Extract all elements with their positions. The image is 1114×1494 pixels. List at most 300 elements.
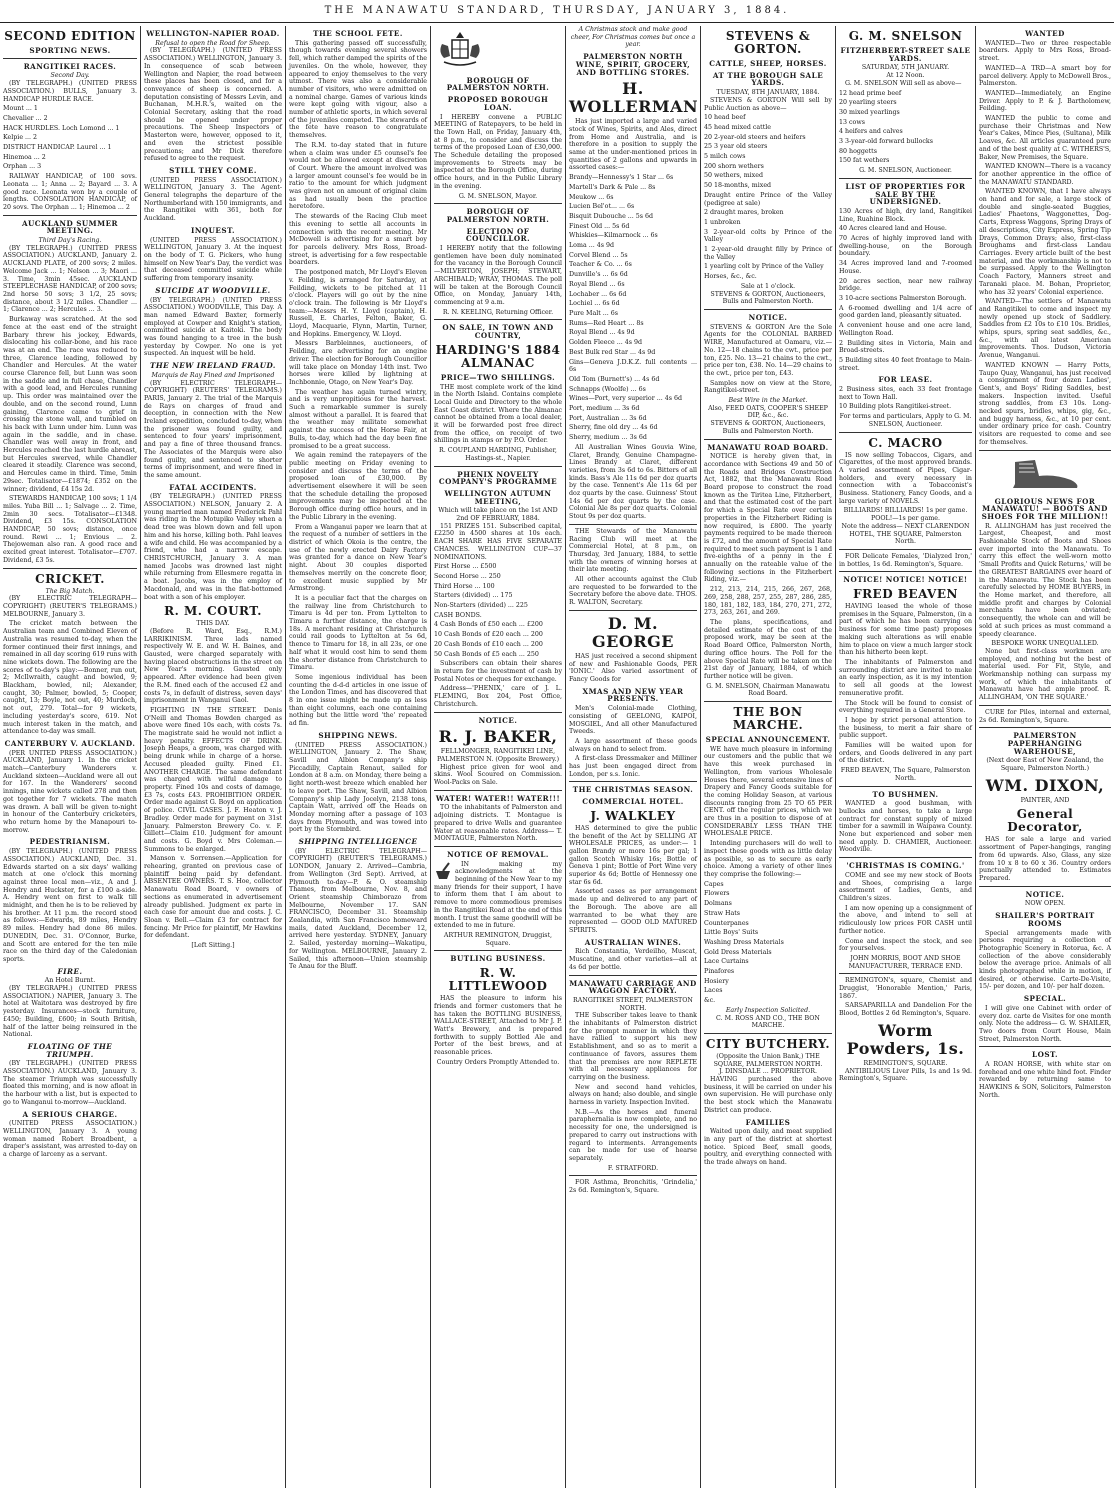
goods-item: Straw Hats (704, 909, 741, 917)
local-item-8: It is a peculiar fact that the charges on the railway line from Christchurch to Timaru is 4d per ton. From Lyttelton to Timaru a further distance, the charge is 18s. A merchant residing at Christchurch could rail goods to Lyttelton at 5s 6d, thence to Timaru for 18, in all 23s, or one half what it would cost him to send them the shorter distance from Christchurch to Timaru. (289, 594, 427, 672)
barbed-wire-notice: STEVENS & GORTON Are the Sole Agents for the COLONIAL BARBED WIRE, Manufactured at Oamaru, viz.— No. 12—18 chains to the cwt., price per ton, £25. No. 13—21 chains to the cwt., price per ton, £38. No. 14—29 chains to the cwt., price per ton, £43. (704, 323, 832, 377)
families-notice: Waited upon daily, and meat supplied in any part of the district at shortest notice. Spiced Beef, small goods, poultry, and everything connected with the trade always on hand. (704, 1128, 832, 1167)
canterbury-report: (PER UNITED PRESS ASSOCIATION.) AUCKLAND, January 1. In the cricket match—Canterbury Wanderers v. Auckland sixteen—Auckland were all out for 167. In the Wanderers' second innings, nine wickets called 278 and then got together for 7 wickets. The match was drawn. A ball will be given to-night in honour of the Canterbury cricketers, who return home by the Manapouri to-morrow. (3, 749, 137, 834)
price-row: Corvel Blend ... 5s (569, 251, 628, 259)
triumph-report: (BY TELEGRAPH.) (UNITED PRESS ASSOCIATION.) AUCKLAND, January 3. The steamer Triumph was successfully floated this morning, and is now afloat in the harbour with a list, but is expected to go to Wanganui to-morrow—Auckland. (3, 1060, 137, 1106)
column-8 (975, 26, 1114, 1488)
prize-row: Second Horse ... 250 (434, 572, 501, 580)
dixon-painter: PAINTER, AND (1020, 796, 1070, 804)
second-edition-title: SECOND EDITION (4, 29, 136, 43)
removal-notice: IN making my acknowledgments at the beginning of the New Year to my many friends for their support, I have to inform them that I am about to remove to more commodious premises in the Rangitikei Road at the end of this month. I trust the same goodwill will be extended to me in future. (434, 860, 562, 930)
carriage-funeral: N.B.—As the horses and funeral paraphernalia is now complete, and no necessity for one, the undersigned is prepared to carry out instructions with regard to interments. Arrangements can be made for use of hearse separately. (569, 1108, 697, 1162)
price-row: Brandy—Hennessy's 1 Star ... 6s (569, 174, 674, 182)
goods-item: &c. (704, 997, 716, 1005)
suicide-heading: SUICIDE AT WOODVILLE. (155, 285, 271, 295)
borough-loan-notice: I HEREBY convene a PUBLIC MEETING of Ratepayers, to be held in the Town Hall, on Friday, January 4th, at 8 p.m., to consider and discuss the terms of the proposed Loan of £30,000. The Schedule detailing the proposed improvements to Streets may be inspected at the Borough Office, during office hours, and in the Public Library in the evening. (434, 113, 562, 190)
price-row: Finest Old ... 5s 6d (569, 222, 630, 230)
court-report-1: (Before R. Ward, Esq., R.M.) LARRIKINISM. Three lads named respectively W. E. and W. H. Baines, and Gausted, were charged separately with having placed obstructions in the street on New Year's morning. Gausted only appeared. After evidence had been given the R.M. fined each of the accused £2 and costs 7s, in default of distress, seven days' imprisonment in Wanganui Gaol. (144, 627, 282, 705)
steeplechase-report: Burkaway was scratched. At the sod fence at the east end of the straight Barbary threw his jockey, Edwards, dislocating his collar-bone, and his race was at an end. The race was reduced to three, Clarence leading, followed by Chandler and Hercules. At the water course Clarence fell, but Lunn was soon in the saddle and in full chase, Chandler with a good lead, and Hercules running up. This order was maintained over the double, and on the second round, Lunn gaining, Clarence came to grief in crossing the stone wall, and tumbled on his back with Lunn under him. Lunn was again in the saddle, and in chase. Chandler was well away in front, and Hercules reached the last hurdle abreast, but Hercules swerved, while Chandler cleared it steadily. Clarence was second, and Hercules came in third. Time, 5min 29sec. Totalisator—£1874; £352 on the winner; dividend, £4 15s 2d. (3, 316, 137, 493)
almanac-price: PRICE—TWO SHILLINGS. (440, 372, 556, 382)
stock-item: 50 wethers, mixed (704, 172, 763, 180)
road-board-notice: NOTICE is hereby given that, in accordance with Sections 49 and 50 of the Roads and Bridges Construction Act, 1882, that the Manawatu Road Board propose to construct the road known as the Tiritea Line, Fitzherbert, and that the estimated cost of the part for which a Special Rate over certain properties in the Fitzherbert Riding is now required, is £800. The yearly payments required to be made thereon is £72, and the amount of Special Rate required to meet such payment is 1 and five-eighths of a penny in the £ annually on the rateable value of the following sections in the Fitzherbert Riding, viz.— (704, 453, 832, 584)
stock-item: 80 hoggetts (839, 147, 877, 155)
race-result: Hinemoa ... 2 (3, 153, 46, 161)
wine-stores-heading: PALMERSTON NORTH WINE, SPIRIT, GROCERY, AND BOTTLING STORES. (575, 52, 691, 77)
column-3 (285, 26, 430, 1488)
lost-heading: LOST. (1032, 1050, 1058, 1060)
wollerman-name: H. WOLLERMAN (569, 79, 699, 117)
stock-item: 50 18-months, mixed (704, 182, 772, 190)
notice-heading-3: NOTICE. (1025, 889, 1065, 899)
remington-signature: ARTHUR REMINGTON, Druggist, Square. (443, 931, 553, 947)
stock-item: Draught entire Prince of the Valley (pedigree at sale) (704, 191, 832, 207)
ross-signature: C. M. ROSS AND CO., THE BON MARCHE. (716, 1014, 820, 1030)
fatal-accidents-report: (BY TELEGRAPH.) (UNITED PRESS ASSOCIATION.) NELSON, January 2. A young married man named Frederick Pahl was riding in the Motupiko Valley when a dead tree was blown down and fell upon him and his horse, killing both. Pahl leaves a wife and child. He was accompanied by a friend, who had a narrow escape. CHRISTCHURCH, January 3. A man named Jacobs was drowned last night while returning from Ellesmere regatta in a boat. Jacobs, was in the employ of Macdonald, and was in the flat-bottomed boat with a son of his employer. (144, 493, 282, 601)
billiards: BILLIARDS! BILLIARDS! 1s per game. (843, 507, 968, 515)
telegraph-note: (BY TELEGRAPH.) (UNITED PRESS ASSOCIATION.) BULLS, January 3. HANDICAP HURDLE RACE. (3, 80, 137, 103)
borough-heading: BOROUGH OF PALMERSTON NORTH. (446, 75, 550, 93)
goods-item: Dolmans (704, 900, 732, 908)
stock-item: 200 shorn wethers (704, 162, 764, 170)
families-heading: FAMILIES (745, 1117, 791, 1127)
bottling-notice: HAS the pleasure to inform his friends and former customers that he has taken the BOTTLING BUSINESS, WALLACE-STREET, Attached to Mr J. P. Watt's Brewery, and is prepared forthwith to supply Bottled Ale and Porter of the best brews, and at reasonable prices. (434, 995, 562, 1057)
commercial-hotel: COMMERCIAL HOTEL. (582, 797, 684, 807)
new-ireland-sub: Marquis de Ray Fined and Imprisoned (151, 371, 275, 379)
borough-heading-2: BOROUGH OF PALMERSTON NORTH. (446, 207, 550, 224)
carriage-notice: THE Subscriber takes leave to thank the inhabitants of Palmerston district for the prompt manner in which they have rallied to support his new Establishment, and so as to merit a continuance of favors, assures them that the premises are now REPLETE with all necessary appliances for carrying on the business. (569, 1012, 697, 1081)
allingham-notice: R. ALLINGHAM has just received the Largest, Cheapest, and most Fashionable Stock of Boots and Shoes ever imported into the Manawatu. To carry this effect the well-worn motto 'Small Profits and Quick Returns,' will be the GREATEST BARGAINS ever heard of in the Manawatu. The Stock has been carefully selected by HOME BUYERS, in the Home market, and therefore, all middle profit and charges by Colonial merchants have been obviated; consequently, the whole can and will be sold at such prices as must command a speedy clearance. (979, 522, 1111, 638)
bon-marche-notice: WE have much pleasure in informing our customers and the public that we have this week purchased in Wellington, from various Wholesale Houses there, several extensive lines of Drapery and Fancy Goods suitable for the coming Holiday Season, at various discounts ranging from 25 TO 65 PER CENT. off the regular prices, which we are thus in a position to dispose of at CONSIDERABLY LESS THAN THE WHOLESALE PRICE. (704, 745, 832, 838)
property-item: 5 Building sites 40 feet frontage to Main-street. (839, 356, 972, 372)
local-item-6: We again remind the ratepayers of the public meeting on Friday evening to consider and discuss the terms of the proposed loan of £30,000. By advertisement elsewhere it will be seen that the schedule detailing the proposed improvements may be inspected at the Borough office during office hours, and in the Public Library in the evening. (289, 452, 427, 521)
xmas-presents: XMAS AND NEW YEAR PRESENTS. (582, 686, 684, 704)
glorious-news-heading: GLORIOUS NEWS FOR MANAWATU! — BOOTS AND SHOES FOR THE MILLION!! (981, 496, 1109, 521)
shailer-notice: Special arrangements made with persons requiring a collection of Photographic Scenery in Rotorua, &c. A collection of the above considerably below the average price. Animals of all kinds photographed while in motion, if desired, or otherwise. Carte-De-Visite, 15/- per dozen, and 10/- per half dozen. (979, 929, 1111, 991)
beaven-notice-4: I hope by strict personal attention to the business, to merit a fair share of public support. (839, 716, 972, 740)
almanac-publisher: R. COUPLAND HARDING, Publisher, Hastings-st., Napier. (439, 447, 557, 462)
beaven-notice-1: HAVING leased the whole of those premises in the Square, Palmerston, (in a part of which he has been carrying on business for some time past) proposes making such alterations as will enable him to place on view a much larger stock than his hitherto been kept. (839, 603, 972, 657)
george-clothing: Men's Colonial-made Clothing, consisting of GEELONG, KAIPOI, MOSGIEL, And all other Manufactured Tweeds. (569, 705, 697, 736)
railway-handicap: RAILWAY HANDICAP, of 100 sovs. Leonata ... 1; Anna ... 2; Bayard ... 3. A good race. Leonata won by a couple of lengths. CONSOLATION HANDICAP, of 20 sovs. The Orphan ... 1; Hinemoa ... 2 (3, 173, 137, 211)
sporting-news-heading: SPORTING NEWS. (29, 46, 111, 55)
rm-court-heading: R. M. COURT. (164, 604, 262, 619)
stewards-notice: THE Stewards of the Manawatu Racing Club will meet at the Commercial Hotel, at 8 p.m., on Thursday, 3rd January, 1884, to settle with the owners of winning horses at their late meeting. (569, 527, 697, 574)
stock-item: Horses, &c., &c. (704, 273, 757, 281)
price-row: Rums—Red Heart ... 8s (569, 319, 644, 327)
lease-item: 10 Building plots Rangitikei-street. (839, 403, 952, 411)
stock-item: 150 fat wethers (839, 157, 890, 165)
prize-row: CASH BONDS. (434, 611, 482, 619)
race-result: Kelpie ... 2 (3, 134, 38, 142)
road-board-heading: MANAWATU ROAD BOARD. (707, 442, 829, 452)
price-row: Lucien Bel'ot... ... 6s (569, 203, 635, 211)
removal-heading: NOTICE OF REMOVAL. (447, 849, 549, 859)
general-decorator: General Decorator, (1007, 807, 1083, 835)
fire-report: (BY TELEGRAPH.) (UNITED PRESS ASSOCIATION.) NAPIER, January 3. The hotel at Waitotara was destroyed by fire yesterday. Insurances—stock furniture, £450; Building, £600; in South British, half of the latter being reinsured in the National. (3, 985, 137, 1039)
notice-notice-heading: NOTICE! NOTICE! NOTICE! (843, 575, 968, 585)
stock-item: 4 heifers and calves (839, 128, 903, 136)
notice-heading: NOTICE. (478, 715, 518, 725)
still-they-come-heading: STILL THEY COME. (169, 165, 257, 175)
bushmen-notice: WANTED a good bushman, with bullocks and horses, to take a large contract for constant supply of mixed timber for a sawmill in Waipawa County. None but experienced and sober men need apply. D. CHAMIER, Auctioneer. Woodville. (839, 800, 972, 854)
election-notice: I HEREBY notify that the following gentlemen have been duly nominated for the vacancy in the Borough Council—MILVERTON, JOSEPH; STEWART, ARCHIBALD; WRAY, THOMAS. The poll will be taken at the Borough Council Office, on Monday, January 14th, commencing at 9 a.m. (434, 245, 562, 306)
phenix-details: 151 PRIZES 151. Subscribed capital, £2250 in 4500 shares at 10s each. EACH SHARE HAS FIVE SEPARATE CHANCES. WELLINGTON CUP—37 NOMINATIONS. (434, 522, 562, 561)
walkley-notice: HAS determined to give the public the benefit of the Act by SELLING AT WHOLESALE PRICES, as under:— 1 gallon Brandy or more 16s per gal; 1 gallon Scotch Whisky 16s; Bottle of Geneva 1 pint; Bottle of Port Wine very superior 4s 6d; Bottle of Hennessy one star 6s 6d. (569, 824, 697, 886)
prize-row: Starters (divided) ... 175 (434, 592, 513, 600)
wellington-napier-sub: Refusal to open the Road for Sheep. (155, 39, 271, 47)
stock-item: 1 unbroken (704, 218, 741, 226)
samples-notice: Samples now on view at the Store, Rangitikei-street. (704, 379, 832, 395)
almanac-description: THE most complete work of the kind in the North Island. Contains complete Local Guide and Directory to the whole East Coast district. Where the Almanac cannot be obtained from a local dealer, it will be forwarded post free direct from the office, on receipt of two shillings in stamps or by P.O. Order. (434, 383, 562, 445)
littlewood-name: R. W. LITTLEWOOD (448, 966, 548, 994)
royal-crest-icon (434, 28, 486, 68)
property-item: 3 10-acre sections Palmerston Borough. (839, 294, 967, 302)
road-board-sections: 212, 213, 214, 215, 266, 267, 268, 269, 258, 288, 257, 255, 287, 286, 285, 180, 181, 182, 183, 184, 270, 271, 272, 273, 263, 261, and 269. (704, 586, 832, 617)
price-row: Teacher & Co. ... 6s (569, 261, 632, 269)
cricket-report: The cricket match between the Australian team and Combined Eleven of Australia was resumed to-day, when the former continued their first innings, and remained in all day scoring 619 runs with nine wickets down. The following are the scores of to-day's play:—Bonner, run out, 2; McIlwraith, caught and bowled, 9; Blackham, bowled, nil; Alexander, caught, 30; Palmer, bowled, 5; Cooper, caught, 13; Boyle, not out, 40; Murdoch, not out, 279. Total—for 9 wickets, including yesterday's score, 619. Not much interest taken in the match, and attendance to-day was small. (3, 620, 137, 736)
big-match: The Big Match. (45, 587, 95, 595)
snelson-sale-date: SATURDAY, 5TH JANUARY. (861, 64, 950, 72)
sale-date: TUESDAY, 8TH JANUARY, 1884. (716, 89, 820, 97)
for-lease: FOR LEASE. (878, 375, 933, 385)
price-row: Loma ... 4s 9d (569, 242, 614, 250)
morris-notice-3: Come and inspect the stock, and see for yourselves. (839, 937, 972, 953)
race-result: Orphan ... 3 (3, 163, 42, 171)
george-dressmaker: A first-class Dressmaker and Milliner has just been engaged direct from London, per s.s. Ionic. (569, 755, 697, 778)
suicide-report: (BY TELEGRAPH.) (UNITED PRESS ASSOCIATION.) WOODVILLE, This Day. A man named Edward Baxter, formerly employed at Cowper and Knight's station, committed suicide at Kaitoki. The body was found hanging to a tree in the bush yesterday by Cowper. No one is yet suspected. An inquest will be held. (144, 296, 282, 358)
column-7 (835, 26, 975, 1488)
stevens-gorton-heading: STEVENS & GORTON. (725, 29, 811, 56)
goods-item: Little Boys' Suits (704, 929, 759, 937)
worm-powders: Worm Powders, 1s. (846, 1020, 965, 1058)
butchery-notice: HAVING purchased the above business, it will be carried on under his own supervision. He will purchase only the best stock which the Manawatu District can produce. (704, 1076, 832, 1114)
mortar-and-pestle-icon (434, 861, 452, 881)
stock-item: 12 head prime beef (839, 89, 902, 97)
delicate-females-ad: FOR Delicate Females, 'Dialyzed Iron,' in bottles, 1s 6d. Remington's, Square. (839, 552, 972, 568)
carriage-address: RANGITIKEI STREET, PALMERSTON NORTH. (573, 996, 693, 1012)
lost-notice: A ROAN HORSE, with white star on forehead and one white hind foot. Finder rewarded by returning same to HAWKINS & SON, Solicitors, Palmerston North. (979, 1061, 1111, 1099)
morris-signature: JOHN MORRIS, BOOT AND SHOE MANUFACTURER, TERRACE END. (848, 954, 963, 970)
goods-item: Flowers (704, 890, 730, 898)
city-butchery-heading: CITY BUTCHERY. (705, 1036, 831, 1051)
new-ireland-heading: THE NEW IRELAND FRAUD. (150, 361, 276, 371)
asthma-ad: FOR Asthma, Bronchitis, 'Grindelia,' 2s 6d. Remington's, Square. (569, 1179, 697, 1195)
almanac-title: HARDING'S 1884 ALMANAC (435, 342, 561, 370)
returning-officer: R. N. KEELING, Returning Officer. (442, 308, 554, 316)
school-fete-heading: THE SCHOOL FETE. (313, 29, 403, 38)
court-report-3: Manson v. Sorrensen.—Application for rehearing, granted on previous case of plaintiff being paid by defendant. ABSENTEE OWNERS. T. S. Hoe, collector Manawatu Road Board, v owners of sections as enumerated in advertisement already published. Judgment ex parte in each case for amount due and costs. J. C. Sloan v. Bell.—Claim £3 for contract for fencing. Mr Price for plaintiff, Mr Hawkins for defendant. (144, 855, 282, 940)
phenix-meeting: WELLINGTON AUTUMN MEETING, (444, 488, 552, 506)
stock-item: 13 cows (839, 118, 865, 126)
fitzherbert-yards: FITZHERBERT-STREET SALE YARDS. (840, 46, 971, 63)
special-notice: I will give one Cabinet with order of every doz. carte de Visites for one month only. Note the address— G. W. SHAILER, Two doors from Court House, Main Street, Palmerston North. (979, 1004, 1111, 1043)
feed-oats: Also, FEED OATS, COOPER'S SHEEP DIP, &c., &c. (708, 404, 828, 420)
snelson-intro: G. M. SNELSON Will sell as above— (845, 79, 962, 87)
prize-row: Third Horse ... 100 (434, 582, 495, 590)
stock-item: 25 3 year old steers (704, 143, 768, 151)
bon-marche-intending: Intending purchasers will do well to inspect these goods with as little delay as possible, so as to secure as early choice. Among a variety of other lines they comprise the following:— (704, 840, 832, 878)
price-row: Meukow ... 6s (569, 193, 614, 201)
column-5 (565, 26, 700, 1488)
stock-item: 30 mixed yearlings (839, 108, 900, 116)
bon-marche-list (704, 881, 832, 1005)
mayor-signature: G. M. SNELSON, Mayor. (458, 192, 538, 200)
goods-item: Lace Curtains (704, 958, 749, 966)
macro-heading: C. MACRO (868, 435, 943, 450)
masthead: THE MANAWATU STANDARD, THURSDAY, JANUARY 3, 1884. (0, 0, 1114, 23)
stevens-intro: STEVENS & GORTON Will sell by Public Auction as above— (704, 96, 832, 112)
shipping-intelligence-report: (BY ELECTRIC TELEGRAPH—COPYRIGHT) (REUTER'S TELEGRAMS.) LONDON, January 2. Arrived—Cambria, from Wellington (3rd Sept). Arrived, at Plymouth to-day—P. & O. steamship Thames, from Melbourne, Nov. 8, and Orient steamship Chimborazo from Melbourne, November 17. SAN FRANCISCO, December 31. Steamship Zealandia, with San Francisco homeward mails, dated Auckland, December 12, arrived here yesterday. SYDNEY, January 2. Sailed, yesterday morning—Wakatipu, for Wellington. MELBOURNE, January 2. Sailed, this afternoon—Union steamship Te Anau for the Bluff. (289, 847, 427, 971)
prize-row: First Horse ... £500 (434, 563, 497, 571)
price-row: Pure Malt ... 6s (569, 309, 619, 317)
morris-notice-1: COME and see my new stock of Boots and Shoes, comprising a large assortment of Ladies, Gents, and Children's sizes. (839, 871, 972, 902)
wanted-ad: WANTED—The settlers of Manawatu and Rangitikei to come and inspect my newly opened up stock of Saddlery. Saddles from £2 10s to £10 10s. Bridles, whips, spurs, spring seat saddles, &c., &c., with all latest American improvements. Thos. Dudson, Victoria Avenue, Wanganui. (979, 298, 1111, 360)
christmas-season-heading: THE CHRISTMAS SEASON. (572, 785, 694, 795)
now-open: NOW OPEN. (1024, 900, 1066, 908)
dixon-notice: HAS for sale a large and varied assortment of Paper-hangings, ranging from 6d upwards. Also, Glass, any size from 10 x 8 to 60 x 36. Country orders punctually attended to. Estimates Prepared. (979, 836, 1111, 882)
property-item: 40 Acres cleared land and House. (839, 225, 947, 233)
water-heading: WATER! WATER!! WATER!!! (435, 793, 561, 803)
prize-row: 20 Cash Bonds of £10 each ... 200 (434, 640, 543, 648)
phenix-date: Which will take place on the 1st AND 2nd OF FEBRUARY, 1884. (438, 507, 558, 523)
george-name: D. M. GEORGE (592, 613, 674, 651)
lease-item: 2 Business sites, each 33 feet frontage next to Town Hall. (839, 386, 972, 401)
price-row: Royal Blend ... 4s 9d (569, 329, 635, 337)
property-item: A convenient house and one acre land, Wellington Road. (839, 322, 972, 337)
canterbury-heading: CANTERBURY V. AUCKLAND. (4, 738, 136, 748)
properties-terms: For terms and particulars, Apply to G. M. SNELSON, Auctioneer. (839, 413, 972, 428)
stewards-notice-2: All other accounts against the Club are requested to be forwarded to the Secretary before the above date. THOS. R. WALTON, Secretary. (569, 576, 697, 607)
price-row: Old Tom (Burnett's) ... 4s 6d (569, 375, 660, 383)
snelson-signature: G. M. SNELSON, Auctioneer. (859, 167, 952, 175)
wellington-napier-report: (BY TELEGRAPH.) (UNITED PRESS ASSOCIATION.) WELLINGTON, January 3. In consequence of scab between Wellington and Napier, the road between these places has been closed, and for a conveyance of sheep is concerned. A deputation consisting of Messrs Levin, and Buchanan, M.H.R.'s, waited on the Colonial Secretary, asking that the road should be opened under proper precautions. The Sheep Inspectors of Masterton were, however, opposed to it, and even the strictest possible precautions; and Mr Dick therefore refused to agree to the request. (144, 47, 282, 163)
price-row: Port, medium ... 3s 6d (569, 405, 640, 413)
early-inspection: Early Inspection Solicited. (725, 1006, 811, 1014)
australian-wines: Rich Constantia, Verdeilho, Muscat, Muscatine, and other varieties—all at 4s 6d per bottle. (569, 948, 697, 971)
properties-list (839, 208, 972, 372)
race-result: Chevalier ... 2 (3, 114, 48, 122)
walkley-cases: Assorted cases as per arrangement made up and delivered to any part of the Borough. The above are all warranted to be what they are represented — GOOD OLD MATURED SPIRITS. (569, 888, 697, 934)
liver-pills-ad: ANTIBILIOUS Liver Pills, 1s and 1s 9d. Remington's, Square. (839, 1067, 972, 1083)
stock-item: 20 yearling steers (839, 99, 897, 107)
walkley-name: J. WALKLEY (590, 808, 676, 823)
dixon-name: WM. DIXON, (985, 775, 1105, 795)
serious-charge-report: (UNITED PRESS ASSOCIATION.) WELLINGTON, January 3. A young woman named Robert Broadbent, a draper's assistant, was arrested to-day on a charge of larceny as a servant. (3, 1120, 137, 1159)
price-row: Sherry, medium ... 3s 6d (569, 434, 647, 442)
property-item: A 6-roomed dwelling and 1/4 acre of good garden land, pleasantly situated. (839, 304, 972, 320)
baker-details: Highest price given for wool and skins. Wool Scoured on Commission. Wool-Packs on Sale. (434, 763, 562, 787)
local-item-9: Some ingenious individual has been counting the d-d-d articles in one issue of the London Times, and has discovered that 8 in one issue might be made up as less than eight columns, each one containing nothing but the little word 'the' repeated ad fin. (289, 673, 427, 728)
shipping-news-heading: SHIPPING NEWS. (318, 730, 398, 740)
property-item: 130 Acres of high, dry land, Rangitikei Line, Ruahine Block. (839, 207, 972, 223)
christmas-rhyme: A Christmas stock and make good cheer, For Christmas comes but once a year. (570, 26, 696, 49)
price-row: Golden Fleece ... 4s 9d (569, 339, 643, 347)
price-row: Martell's Dark & Pale ... 8s (569, 183, 656, 191)
goods-item: Counterpanes (704, 919, 749, 927)
stock-item: 3 2-year-old colts by Prince of the Valley (704, 228, 832, 244)
stock-item: 3 3-year-old forward bullocks (839, 138, 933, 146)
price-row: Dunville's ... 6s 6d (569, 271, 628, 279)
shipping-news-report: (UNITED PRESS ASSOCIATION.) WELLINGTON, January 2. The Shaw, Savill and Albion Company's ship Piccadilly, Captain Renaut, sailed for London at 8 a.m. on Monday, there being a light north-west breeze which enabled her to leave port. The Shaw, Savill, and Albion Company's ship Lady Jocelyn, 2138 tons, Captain Watt, arrived off the Heads on Monday morning after a passage of 103 days from Plymouth, and was towed into port by the Stormbird. (289, 741, 427, 834)
wanted-ad: WANTED—Two or three respectable boarders. Apply to Mrs Ross, Broad-street. (979, 39, 1111, 63)
school-fete-report: This gathering passed off successfully, though towards evening several showers fell, which rather damped the spirits of the juveniles. On the whole, however, they appeared to enjoy themselves to the very utmost. There was also a considerable number of visitors, who were admitted on a nominal charge. Games of various kinds were kept going with vigour, also a number of athletic sports, in which several of the juveniles competed. The stewards of the fete have reason to congratulate themselves. (289, 39, 427, 140)
sarsaparilla-ad: SARSAPARILLA and Dandelion For the Blood, Bottles 2 6d Remington's, Square. (839, 1002, 972, 1018)
prize-row: 10 Cash Bonds of £20 each ... 200 (434, 631, 543, 639)
rangitikei-races-heading: RANGITIKEI RACES. (23, 61, 117, 71)
bushmen-heading: TO BUSHMEN. (872, 789, 939, 799)
phenix-address: Address—'PHENIX,' care of J. L. FLEMING, Box 204, Post Office, Christchurch. (434, 685, 562, 708)
christmas-coming-heading: 'CHRISTMAS IS COMING.' (846, 861, 965, 871)
prize-row: 4 Cash Bonds of £50 each ... £200 (434, 621, 543, 629)
price-row: Port, Australian ... 3s 6d (569, 414, 647, 422)
price-row: Royal Blend ... 6s (569, 280, 625, 288)
allingham-workmen: None but first-class workmen are employed, and nothing but the best of material used. For Fit, Style, and Workmanship nothing can surpass my work, of which the inhabitants of Manawatu have had ample proof. R. ALLINGHAM, 'ON THE SQUARE.' (979, 647, 1111, 702)
prize-row: Non-Starters (divided) ... 225 (434, 602, 528, 610)
remington-square: REMINGTON'S, SQUARE. (863, 1059, 948, 1067)
local-item-5: The weather has again turned wintry, and is very unpropitious for the harvest. Such a remarkable summer is surely almost without a parallel. It is feared that the weather may militate somewhat against the success of the Horse Fair, at Bulls, to-day, which had the day been fine promised to be a great success. (289, 388, 427, 450)
prize-table (434, 563, 562, 658)
stock-item: 10 head beef (704, 114, 746, 122)
goods-item: Gold Dress Materials (704, 948, 772, 956)
macro-notice: IS now selling Tobaccos, Cigars, and Cigarettes, of the most approved brands. A varied assortment of Pipes, Cigar-holders, and every necessary in connection with a Tobacconist's Business. Stationery, Fancy Goods, and a large variety of NOVELS. (839, 451, 972, 505)
stock-item: 2 draught mares, broken (704, 209, 784, 217)
goods-item: Washing Dress Materials (704, 938, 784, 946)
carriage-factory-heading: MANAWATU CARRIAGE AND WAGGON FACTORY. (569, 978, 697, 996)
pedestrianism-heading: PEDESTRIANISM. (29, 837, 111, 847)
this-day: THIS DAY. (196, 620, 230, 628)
snelson-sale-time: At 12 Noon. (886, 72, 925, 80)
stratford-signature: F. STRATFORD. (607, 1164, 659, 1172)
macro-address: Note the address— NEXT CLARENDON HOTEL, THE SQUARE, Palmerston North. (841, 522, 970, 546)
paperhanging-address: (Next door East of New Zealand, the Square, Palmerston North.) (986, 757, 1104, 773)
wanted-ad: WANTED the public to come and purchase their Christmas and New Year's Cakes, Mince Pies, (Sultana), Milk Loaves, &c. All articles guaranteed pure and of the best quality at C. WITHERS'S, Baker, New Premises, the Square. (979, 115, 1111, 161)
bon-marche-heading: THE BON MARCHE. (732, 705, 804, 733)
wollerman-extra: All Australian Wines Gouvia Wine, Claret, Brandy, Genuine Champagne-Lines Brandy at Claret, different varieties, from 3s 6d to 6s. Bitters of all kinds. Bass's Ale 11s 6d per doz quarts by the case. Tennent's Ale 11s 6d per doz quarts by the case. Guinness' Stout 14s 6d per doz quarts by the case. Colonial Ale 8s per doz quarts. Colonial Stout 9s per doz quarts. (569, 443, 697, 521)
almanac-on-sale: ON SALE, IN TOWN AND COUNTRY, (442, 323, 554, 341)
wanted-ad: WANTED KNOWN, that I have always on hand and for sale, a large stock of double and single-seated Buggies, Ladies' Phaetons, Waggonettes, Dog-Carts, Express Waggons, Spring Drays of all descriptions, City Express, Spring Tip Drays, Common Drays; also, first-class Broughams and first-class Landau Carriages. Every article built of the best material, and the workmanship is not to be surpassed. Apply to the Wellington Coach Factory, Manners street and Taranaki place. M. Bohan, Proprietor, who has 32 years' Colonial experience. (979, 188, 1111, 296)
shipping-intelligence-heading: SHIPPING INTELLIGENCE (298, 837, 418, 847)
sale-time: Sale at 1 o'clock. (740, 282, 796, 290)
beaven-name: FRED BEAVEN (853, 587, 958, 602)
morris-notice-2: I am now opening up a consignment of the above, and intend to sell at ridiculously low prices FOR CASH until further notice. (839, 904, 972, 935)
water-notice: TO the inhabitants of Palmerston and adjoining districts. T. Montague is prepared to drive Wells and guarantee Water at reasonable rates. Address— T. MONTAGUE, Palmerston North. (434, 804, 562, 843)
stock-list (704, 114, 832, 281)
beaven-notice-5: Families will be waited upon for orders, and Goods delivered in any part of the district. (839, 742, 972, 765)
goods-item: Laces (704, 987, 723, 995)
cricket-heading: CRICKET. (35, 571, 105, 586)
triumph-heading: FLOATING OF THE TRIUMPH. (27, 1041, 113, 1059)
price-row: Best Bulk red Star ... 4s 9d (569, 348, 656, 356)
boot-illustration-icon (1005, 454, 1085, 494)
local-item-7: From a Wanganui paper we learn that at the request of a number of settlers in the district of which Okoia is the centre, the use of the newly erected Dairy Factory was granted for a dance on New Year's night. About 30 couples disported themselves merrily on the concrete floor, to excellent music supplied by Mr Armstrong. (289, 523, 427, 593)
property-item: 2 Building sites in Victoria, Main and Broad-streets. (839, 339, 972, 355)
hotel-burnt: An Hotel Burnt. (44, 977, 96, 985)
borough-loan-heading: PROPOSED BOROUGH LOAN. (447, 95, 549, 112)
remington-ad: REMINGTON's, square, Chemist and Druggist, 'Honorable Mention,' Paris, 1867. (839, 977, 972, 1000)
local-item-2: The stewards of the Racing Club meet this evening to settle all accounts in connection with the recent meeting. Mr McDowell is advertising for a smart boy for parcels delivery. Mrs Ross, Broad-street, is advertising for a few respectable boarders. (289, 213, 427, 267)
inquest-heading: INQUEST. (190, 225, 236, 235)
pedestrianism-report: (BY TELEGRAPH.) (UNITED PRESS ASSOCIATION.) AUCKLAND, Dec. 31. Edwards started on a six days' walking match at one o'clock this morning against three local men—viz., A and J. Hendry and Huckster, for a £100 a-side. A. Hendry went on first to walk till midnight, and then he is to be relieved by his brother. At 11 p.m. the record stood as follows:—Edwards, 89 miles, Hendry 89 miles. Hendry had done 86 miles. DUNEDIN, Dec. 31. O'Connor, Burke, and Scott are entered for the ten mile race on the third day of the Caledonian sports. (3, 848, 137, 963)
local-item-4: Messrs Barbleinnes, auctioneers, of Feilding, are advertising for an engine driver. The election for Borough Councillor will take place on Monday 14th inst. Two horses were killed by lightning at Inchbonnie, Otago, on New Year's Day. (289, 340, 427, 386)
special-heading: SPECIAL. (1023, 994, 1067, 1004)
phenix-heading: PHENIX NOVELTY COMPANY'S PROGRAMME (438, 469, 558, 487)
price-row: Whiskies—Kilmarnock ... 6s (569, 232, 658, 240)
paperhanging-heading: PALMERSTON PAPERHANGING WAREHOUSE, (1007, 731, 1083, 756)
price-row: Lochaber ... 6s 6d (569, 290, 627, 298)
column-2 (140, 26, 285, 1488)
road-board-chairman: G. M. SNELSON, Chairman Manawatu Road Board. (706, 682, 830, 698)
wellington-napier-heading: WELLINGTON-NAPIER ROAD. (146, 29, 280, 38)
third-day: Third Day's Racing. (38, 237, 102, 245)
race-results-list (3, 105, 137, 171)
bespoke-work: BESPOKE WORK UNEQUALLED. (991, 640, 1099, 648)
local-item-3: The postponed match, Mr Lloyd's Eleven v. Feilding, is arranged for Saturday, at Feilding, wickets to be pitched at 11 o'clock. Players will go out by the nine o'clock train. The following is Mr Lloyd's team:—Messrs H. Y. Lloyd (captain), H. Russell, E. Charles, Felton, Baker, G. Lloyd, Macquarie, Flynn, Martin, Turner, and Hopkins. Emergency, W. Lloyd. (289, 269, 427, 338)
baker-name: R. J. BAKER, (438, 727, 558, 747)
stock-item: 1 yearling colt by Prince of the Valley (704, 263, 824, 271)
pool: POOL!—1s per game. (870, 515, 941, 523)
best-wire: Best Wire in the Market. (728, 397, 808, 405)
price-row: Lochiel ... 6s 6d (569, 300, 620, 308)
stewards-handicap: STEWARDS HANDICAP, 100 sovs; 1 1/4 miles. Yuba Bill ... 1; Salvage ... 2. Time, 2min 30 secs. Totalisator—£1348. Dividend, £3 15s. CONSOLATION HANDICAP, 50 sovs; distance, once round. Rewi ... 1; Envious ... 2. Thejoweman also ran. A good race and excited great interest. Totalisator—£707. Dividend, £3 5s. (3, 495, 137, 564)
auckland-meeting-heading: AUCKLAND SUMMER MEETING. (21, 218, 119, 236)
election-heading: ELECTION OF COUNCILLOR. (465, 226, 531, 244)
wollerman-intro: Has just imported a large and varied stock of Wines, Spirits, and Ales, direct from Home and Australia, and is therefore in a position to supply the same at the under-mentioned prices in quantities of 2 gallons and upwards in assorted cases:— (569, 118, 697, 172)
spirits-price-list (569, 174, 697, 442)
dinsdale-proprietor: J. DINSDALE ... PROPRIETOR. (718, 1068, 818, 1076)
column-1 (0, 26, 140, 1488)
fire-heading: FIRE. (57, 966, 83, 976)
wanted-ad: WANTED—A TRD—A smart boy for parcel delivery. Apply to McDowell Bros., Palmerston. (979, 64, 1111, 88)
new-ireland-report: (BY ELECTRIC TELEGRAPH—COPYRIGHT) (REUTERS' TELEGRAMS.) PARIS, January 2. The trial of the Marquis de Rays on charges of fraud and deception, in connection with the New Ireland expedition, concluded to-day, when the prisoner was found guilty, and sentenced to four years' imprisonment, and pay a fine of three thousand francs. The Associates of the Marquis were also found guilty, and sentenced to shorter terms of imprisonment, and were fined in the same amount. (144, 379, 282, 479)
court-report-2: FIGHTING IN THE STREET. Denis O'Neill and Thomas Bowden charged as above were fined 10s each, with costs 7s. The magistrate said he would not inflict a heavy penalty. EFFECTS OF DRINK. Joseph Heaps, a groom, was charged with being drunk while in charge of a horse. Accused pleaded guilty. Fined £1. ANOTHER CHARGE. The same defendant was charged with wilful damage to property. Fined 10s and costs of damage, £3 7s, costs £43. PROHIBITION ORDER. Order made against G. Boyd on application of police. CIVIL CASES. J. F. Heaton v. J. Bradley. Order made for payment on 31st January. Palmerston Brewery Co. v. F. Gillett—Claim £10. Judgment for amount and costs. G. Boyd v. Mrs Coleman.—Summons to be enlarged. (144, 706, 282, 853)
goods-item: Pinafores (704, 968, 735, 976)
bottling-heading: BUTLING BUSINESS. (450, 954, 546, 964)
still-they-come-report: (UNITED PRESS ASSOCIATION.) WELLINGTON, January 3. The Agent-General telegraphs the departure of the Northumberland with 150 immigrants, and the Rangitikei with 361, both for Auckland. (144, 176, 282, 223)
race-result: Mount ... 1 (3, 105, 38, 113)
price-row: Schnapps (Woolfe) ... 6s (569, 385, 646, 393)
george-intro: HAS just received a second shipment of new and Fashionable Goods, PER 'IONIC.' Also varied assortment of Fancy Goods for (569, 652, 697, 683)
australian-wines-heading: AUSTRALIAN WINES. (584, 937, 682, 947)
george-assortment: A large assortment of these goods always on hand to select from. (569, 737, 697, 753)
column-6 (700, 26, 835, 1488)
sale-yards: AT THE BOROUGH SALE YARDS. (712, 70, 824, 88)
goods-item: Hosiery (704, 977, 729, 985)
stock-item: 20 2-year-old steers and heifers (704, 133, 806, 141)
phenix-subscribers: Subscribers can obtain their shares in return for the investment of cash by Postal Notes or cheques for exchange. (434, 660, 562, 683)
wanted-ad: WANTED KNOWN—There is a vacancy for another apprentice in the office of the MANAWATU STANDARD. (979, 163, 1111, 186)
beaven-notice-2: The inhabitants of Palmerston and surrounding district are invited to make an early inspection, as it is my intention to sell all goods at the lowest remunerative profit. (839, 659, 972, 697)
price-row: Sherry, fine old dry ... 4s 6d (569, 424, 658, 432)
piles-ad: CURE for Piles, internal and external, 2s 6d. Remington's, Square. (979, 708, 1111, 724)
stevens-signature: STEVENS & GORTON, Auctioneers, Bulls and Palmerston North. (710, 290, 826, 306)
price-row: Gins—Geneva J.D.K.Z. full contents ... 6s (569, 358, 697, 374)
carriage-vehicles: New and second hand vehicles, always on hand; also double, and single harness in variety. Inspection Invited. (569, 1083, 697, 1107)
prize-row: 50 Cash Bonds of £5 each ... 250 (434, 650, 539, 658)
shailer-heading: SHAILER'S PORTRAIT ROOMS (995, 911, 1095, 928)
price-row: Bisquit Dubouche ... 5s 6d (569, 212, 654, 220)
snelson-stock-list (839, 90, 972, 166)
fatal-accidents-heading: FATAL ACCIDENTS. (169, 482, 257, 492)
wanted-heading: WANTED (1025, 29, 1065, 38)
property-item: 34 Acres improved land and 7-roomed House. (839, 260, 972, 275)
stock-item: 1 2-year-old draught filly by Prince of the Valley (704, 246, 832, 261)
butchery-address: (Opposite the Union Bank,) THE SQUARE, PALMERSTON NORTH. (713, 1052, 823, 1068)
lease-list (839, 386, 972, 411)
stock-item: 45 head mixed cattle (704, 123, 771, 131)
property-item: 70 Acres of highly improved land with dwelling-house, on the Borough boundary. (839, 235, 972, 258)
inquest-report: (UNITED PRESS ASSOCIATION.) WELLINGTON, January 3. At the inquest on the body of T. G. Pickers, who hung himself on New Year's Day, the verdict was that deceased committed suicide while suffering from temporary insanity. (144, 236, 282, 283)
notice-heading-2: NOTICE. (748, 312, 788, 322)
